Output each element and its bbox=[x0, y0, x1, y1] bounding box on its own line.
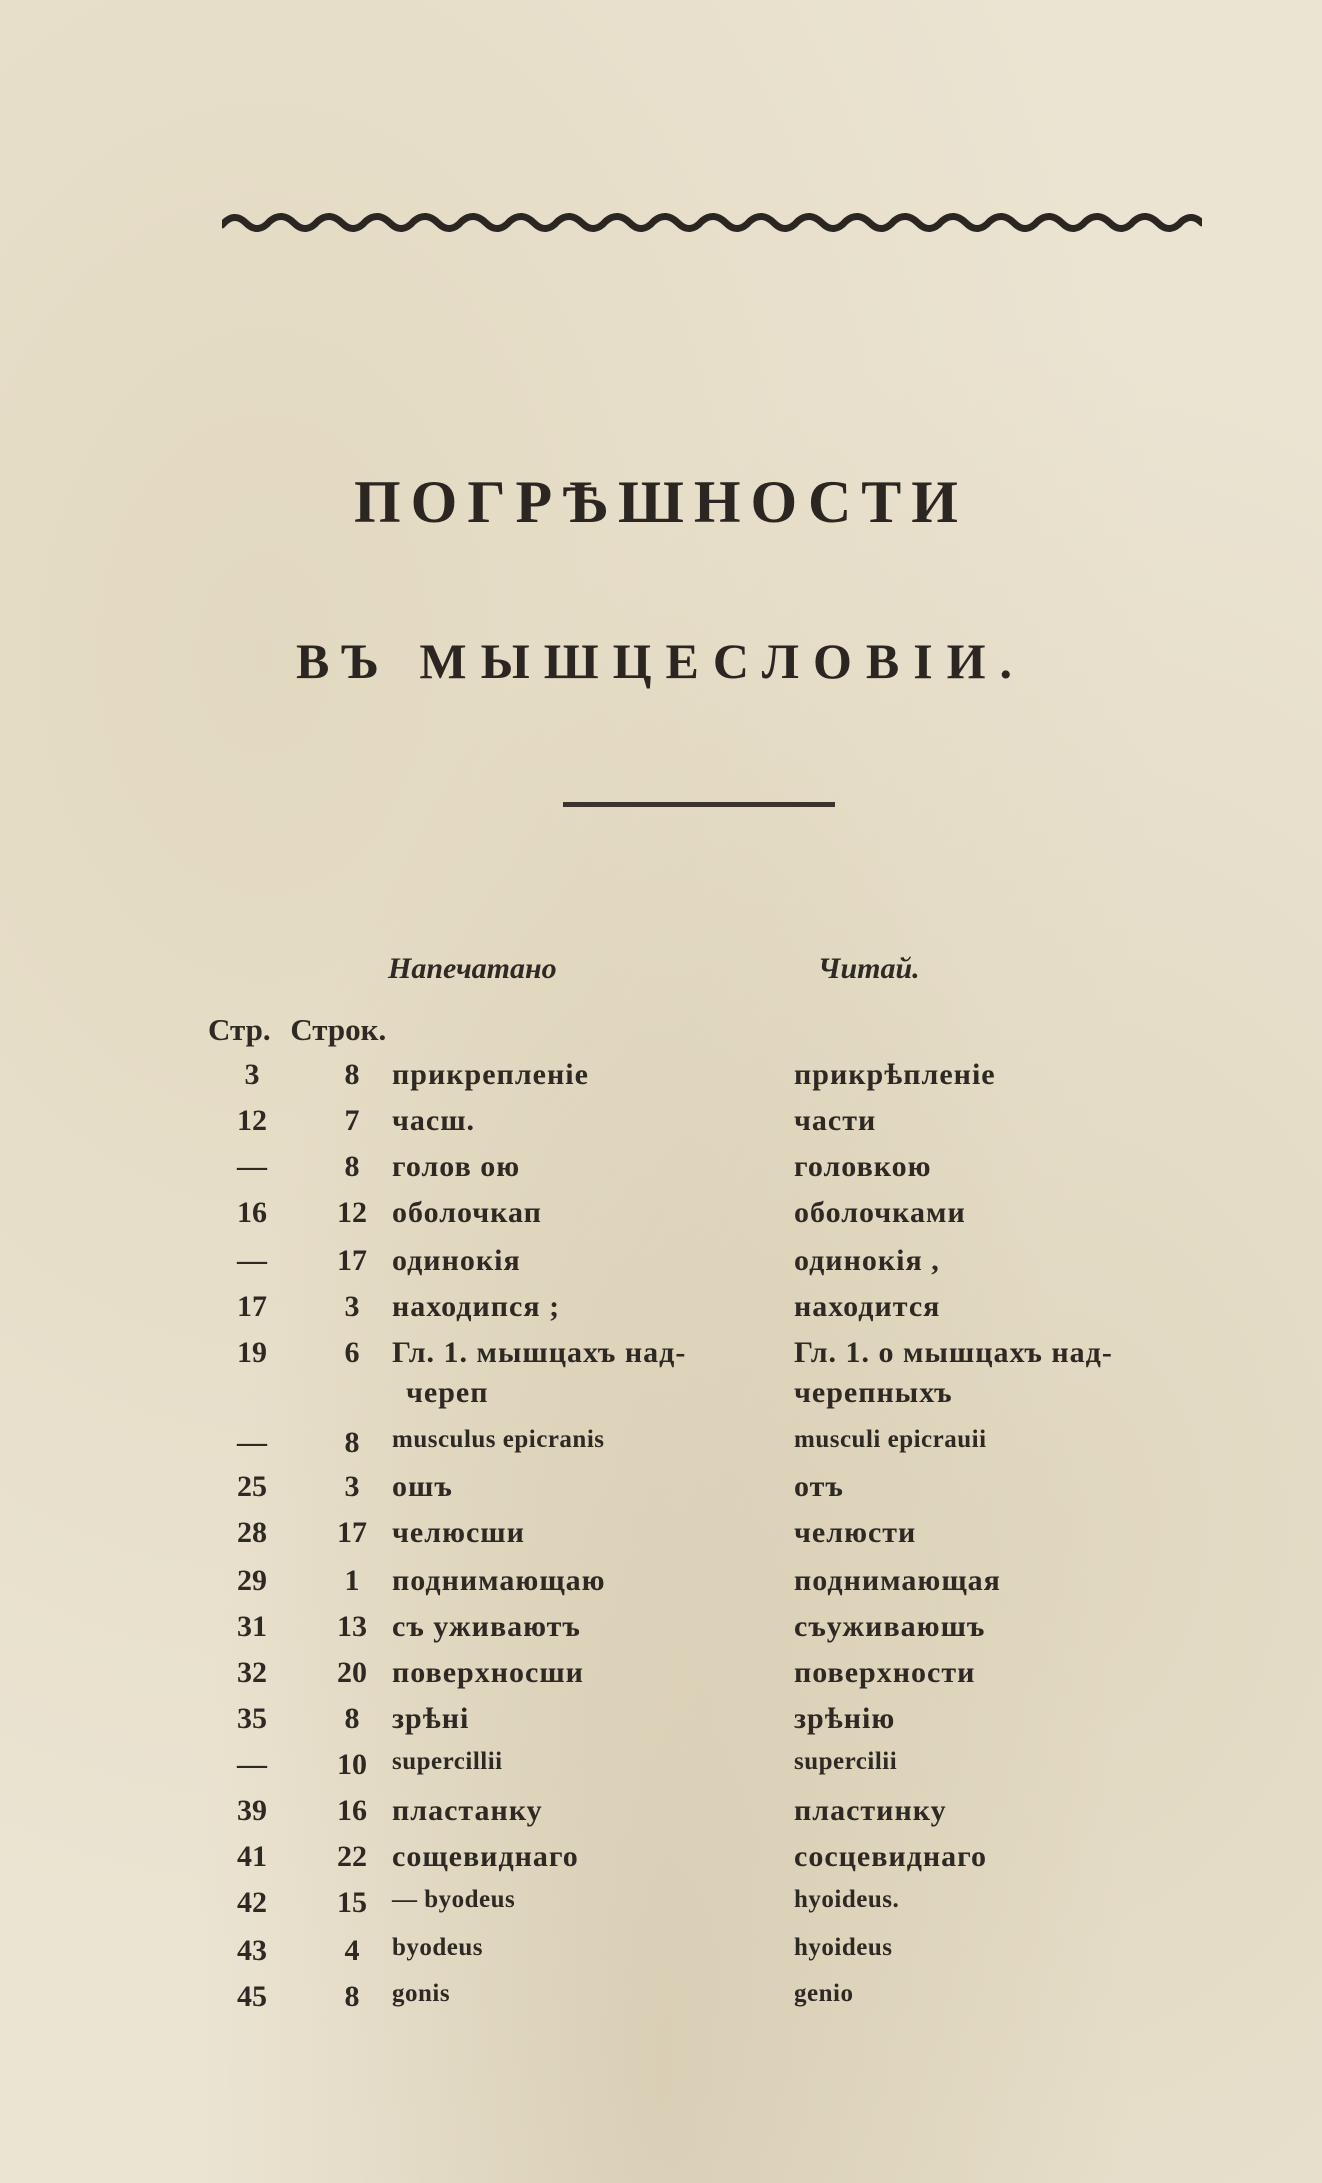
erratum-row bbox=[0, 1290, 1322, 1334]
printed-text: supercillii bbox=[392, 1748, 503, 1775]
page-number: 16 bbox=[237, 1196, 267, 1229]
correct-text: genio bbox=[794, 1980, 854, 2007]
page-number: 12 bbox=[237, 1104, 267, 1137]
printed-text: съ уживаютъ bbox=[392, 1610, 581, 1643]
erratum-row bbox=[0, 1470, 1322, 1514]
page-number: 31 bbox=[237, 1610, 267, 1643]
page-number: 29 bbox=[237, 1564, 267, 1597]
erratum-row bbox=[0, 1934, 1322, 1978]
correct-text-continued: черепныхъ bbox=[794, 1376, 953, 1409]
correct-text: оболочками bbox=[794, 1196, 966, 1229]
page-number: 32 bbox=[237, 1656, 267, 1689]
printed-text: оболочкап bbox=[392, 1196, 542, 1229]
page-number: 45 bbox=[237, 1980, 267, 2013]
erratum-row bbox=[0, 1980, 1322, 2024]
correct-text: supercilii bbox=[794, 1748, 898, 1775]
correct-text: пластинку bbox=[794, 1794, 947, 1827]
erratum-row bbox=[0, 1748, 1322, 1792]
printed-text: gonis bbox=[392, 1980, 451, 2007]
line-number: 8 bbox=[344, 1426, 360, 1459]
line-number: 12 bbox=[337, 1196, 367, 1229]
line-column-label: Строк. bbox=[290, 1012, 387, 1047]
page-number: 17 bbox=[237, 1290, 267, 1323]
erratum-row bbox=[0, 1564, 1322, 1608]
correct-text: hyoideus bbox=[794, 1934, 893, 1961]
printed-text-continued: череп bbox=[406, 1376, 489, 1409]
page-number: 42 bbox=[237, 1886, 267, 1919]
line-number: 1 bbox=[344, 1564, 360, 1597]
printed-text: Гл. 1. мышцахъ над- bbox=[392, 1336, 687, 1369]
erratum-row bbox=[0, 1058, 1322, 1102]
erratum-row bbox=[0, 1702, 1322, 1746]
printed-text: голов ою bbox=[392, 1150, 521, 1183]
printed-text: пластанку bbox=[392, 1794, 543, 1827]
erratum-row bbox=[0, 1794, 1322, 1838]
line-number: 4 bbox=[344, 1934, 360, 1967]
line-number: 8 bbox=[344, 1980, 360, 2013]
correct-text: поднимающая bbox=[794, 1564, 1001, 1597]
printed-text: поверхносши bbox=[392, 1656, 584, 1689]
correct-text: головкою bbox=[794, 1150, 932, 1183]
correct-text: одинокія , bbox=[794, 1244, 940, 1277]
erratum-row bbox=[0, 1840, 1322, 1884]
column-header-read: Читай. bbox=[818, 952, 920, 985]
line-number: 17 bbox=[337, 1244, 367, 1277]
printed-text: byodeus bbox=[392, 1934, 484, 1961]
page-number: — bbox=[237, 1748, 267, 1781]
correct-text: hyoideus. bbox=[794, 1886, 900, 1913]
page-number: 19 bbox=[237, 1336, 267, 1369]
printed-text: зрѣні bbox=[392, 1702, 470, 1735]
column-header-printed: Напечатано bbox=[388, 952, 557, 985]
printed-text: — byodeus bbox=[392, 1886, 516, 1913]
correct-text: Гл. 1. о мышцахъ над- bbox=[794, 1336, 1113, 1369]
erratum-row bbox=[0, 1886, 1322, 1930]
line-number: 15 bbox=[337, 1886, 367, 1919]
correct-text: поверхности bbox=[794, 1656, 976, 1689]
line-number: 22 bbox=[337, 1840, 367, 1873]
page-column-label: Стр. bbox=[208, 1012, 271, 1047]
correct-text: съуживаюшъ bbox=[794, 1610, 986, 1643]
erratum-row bbox=[0, 1104, 1322, 1148]
erratum-row bbox=[0, 1656, 1322, 1700]
line-number: 17 bbox=[337, 1516, 367, 1549]
erratum-row bbox=[0, 1196, 1322, 1240]
correct-text: находится bbox=[794, 1290, 941, 1323]
line-number: 20 bbox=[337, 1656, 367, 1689]
page-number: — bbox=[237, 1150, 267, 1183]
printed-text: ошъ bbox=[392, 1470, 453, 1503]
correct-text: зрѣнію bbox=[794, 1702, 896, 1735]
erratum-row bbox=[0, 1516, 1322, 1560]
printed-text: поднимающаю bbox=[392, 1564, 606, 1597]
page-number: — bbox=[237, 1244, 267, 1277]
page-number: — bbox=[237, 1426, 267, 1459]
erratum-row bbox=[0, 1426, 1322, 1470]
printed-text: прикрепленіе bbox=[392, 1058, 589, 1091]
page-title: ПОГРѢШНОСТИ bbox=[354, 469, 968, 535]
correct-text: отъ bbox=[794, 1470, 844, 1503]
line-number: 7 bbox=[344, 1104, 360, 1137]
page-number: 39 bbox=[237, 1794, 267, 1827]
line-number: 16 bbox=[337, 1794, 367, 1827]
page-number: 41 bbox=[237, 1840, 267, 1873]
correct-text: части bbox=[794, 1104, 877, 1137]
erratum-row bbox=[0, 1244, 1322, 1288]
wavy-ornament bbox=[222, 205, 1202, 241]
line-number: 6 bbox=[344, 1336, 360, 1369]
line-number: 3 bbox=[344, 1470, 360, 1503]
erratum-row bbox=[0, 1150, 1322, 1194]
printed-text: сощевиднаго bbox=[392, 1840, 579, 1873]
page-subtitle: ВЪ МЫШЦЕСЛОВІИ. bbox=[295, 633, 1027, 689]
page-number: 28 bbox=[237, 1516, 267, 1549]
page-number: 35 bbox=[237, 1702, 267, 1735]
divider-rule bbox=[563, 802, 835, 807]
line-number: 8 bbox=[344, 1150, 360, 1183]
printed-text: musculus epicranis bbox=[392, 1426, 605, 1453]
erratum-row bbox=[0, 1336, 1322, 1422]
printed-text: находипся ; bbox=[392, 1290, 561, 1323]
page-number: 3 bbox=[244, 1058, 260, 1091]
correct-text: сосцевиднаго bbox=[794, 1840, 988, 1873]
correct-text: челюсти bbox=[794, 1516, 917, 1549]
correct-text: прикрѣпленіе bbox=[794, 1058, 996, 1091]
printed-text: одинокія bbox=[392, 1244, 521, 1277]
page-number: 25 bbox=[237, 1470, 267, 1503]
line-number: 13 bbox=[337, 1610, 367, 1643]
page-number: 43 bbox=[237, 1934, 267, 1967]
line-number: 8 bbox=[344, 1702, 360, 1735]
printed-text: челюсши bbox=[392, 1516, 525, 1549]
line-number: 10 bbox=[337, 1748, 367, 1781]
line-number: 8 bbox=[344, 1058, 360, 1091]
erratum-row bbox=[0, 1610, 1322, 1654]
row-header bbox=[208, 1012, 398, 1048]
line-number: 3 bbox=[344, 1290, 360, 1323]
correct-text: musculi epicrauii bbox=[794, 1426, 987, 1453]
printed-text: часш. bbox=[392, 1104, 476, 1137]
